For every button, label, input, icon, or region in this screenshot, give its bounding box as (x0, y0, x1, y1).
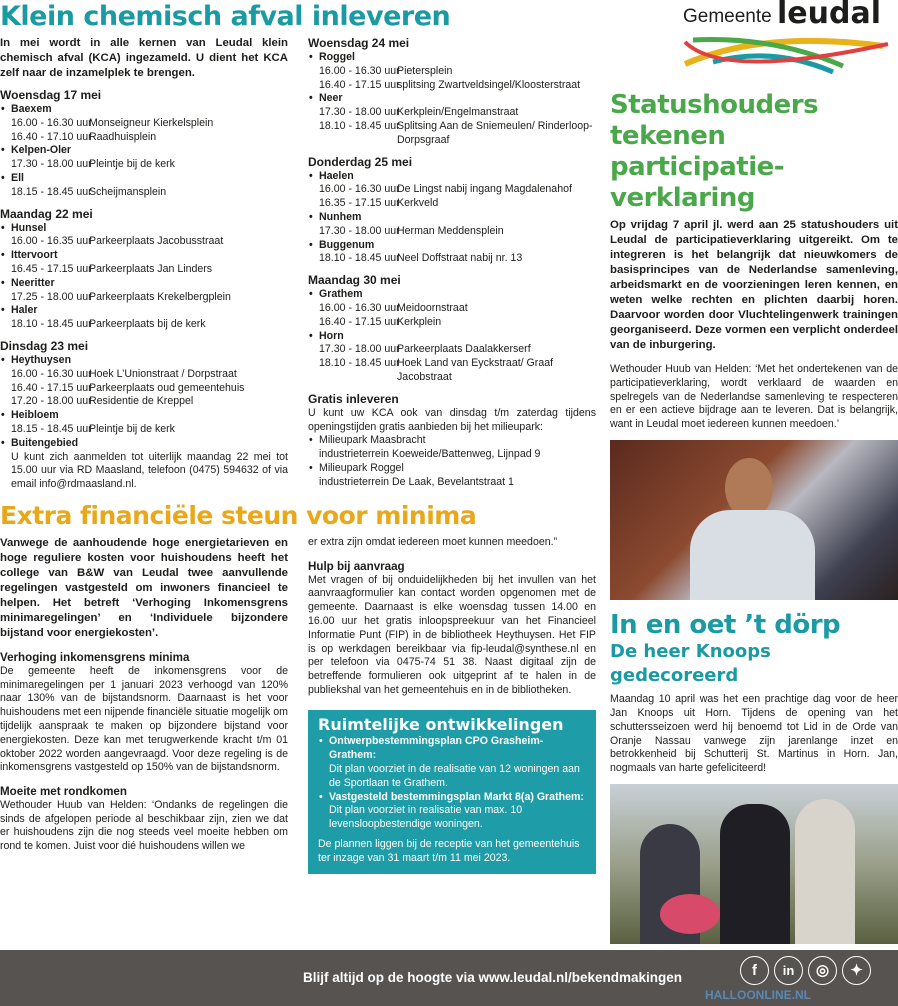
ruimtelijke-item (318, 735, 586, 790)
logo-swoosh-icon (683, 36, 893, 80)
status-intro: Op vrijdag 7 april jl. werd aan 25 statushouders uit Leudal de participatieverklaring uitgereikt. Om te integreren is het belangrijk dat nieuwkomers de basisprincipes van de Nederlandse samenleving, arbeidsmarkt en de voorzieningen leren kennen, en weten welke rechten en plichten daarbij horen. Daarvoor worden door Vluchtelingenwerk trainingen georganiseerd. Deze vormen een verplicht onderdeel van de inburgering. (610, 219, 898, 351)
schedule-place: • Neeritter (0, 277, 288, 291)
schedule-row (308, 302, 596, 316)
gratis-item (308, 434, 596, 462)
kca-column-2 (308, 36, 596, 492)
schedule-row (308, 343, 596, 357)
schedule-place: • Neer (308, 92, 596, 106)
schedule-location: splitsing Zwartveldsingel/Kloosterstraat (397, 78, 581, 91)
schedule-time: 18.10 - 18.45 uur (11, 318, 92, 331)
schedule-location: Splitsing Aan de Sniemeulen/ Rinderloop-Dorpsgraaf (397, 119, 593, 146)
schedule-place: • Heibloem (0, 409, 288, 423)
schedule-row (308, 316, 596, 330)
schedule-location: Parkeerplaats Jacobusstraat (89, 235, 224, 248)
schedule-time: 17.30 - 18.00 uur (319, 106, 400, 119)
schedule-row (308, 252, 596, 266)
ruimtelijke-title: Ruimtelijke ontwikkelingen (318, 714, 564, 734)
watermark: HALLOONLINE.NL (705, 988, 811, 1002)
schedule-place: • Ittervoort (0, 249, 288, 263)
schedule-row (308, 106, 596, 120)
schedule-row (308, 120, 596, 148)
gratis-item-name: Milieupark Maasbracht (319, 434, 426, 447)
photo-knoops (610, 784, 898, 944)
schedule-time: 17.30 - 18.00 uur (11, 158, 92, 171)
schedule-location: Kerkplein (397, 315, 442, 328)
ruimtelijke-item-head: Ontwerpbestemmingsplan CPO Grasheim-Grathem: (329, 735, 544, 762)
schedule-place: • Heythuysen (0, 354, 288, 368)
schedule-location: Pleintje bij de kerk (89, 422, 175, 435)
schedule-time: 18.15 - 18.45 uur (11, 185, 92, 198)
minima-heading-2: Moeite met rondkomen (0, 785, 127, 799)
schedule-location: Neel Doffstraat nabij nr. 13 (397, 252, 523, 265)
schedule-location: Raadhuisplein (89, 130, 157, 143)
schedule-location: Hoek Land van Eyckstraat/ Graaf Jacobstraat (397, 357, 554, 383)
schedule-place: • Buggenum (308, 239, 596, 253)
gratis-item (308, 462, 596, 490)
minima-paragraph-3: Met vragen of bij onduidelijkheden bij het invullen van het aanvraagformulier kan contact worden opgenomen met de gemeente. Daarnaast is elke woensdag tussen 14.00 en 16.00 uur het gratis inloopspreekuur van het Financieel Informatie Punt (FIP) in de bibliotheek Heythuysen. Het FIP is op werkdagen bereikbaar via fip-leudal@synthese.nl en per telefoon via 0475-74 51 38. Naast digitaal zijn de betreffende formulieren ook uitgeprint af te halen in de publiekshal van het gemeentehuis en in de bibliotheken. (308, 573, 596, 696)
schedule-location: Parkeerplaats Daalakkerserf (397, 343, 531, 356)
photo-statushouders (610, 440, 898, 600)
schedule-place: • Roggel (308, 51, 596, 65)
schedule-row (308, 225, 596, 239)
schedule-time: 16.00 - 16.30 uur (319, 301, 400, 314)
schedule-place: • Haler (0, 304, 288, 318)
schedule-time: 16.00 - 16.30 uur (319, 64, 400, 77)
kca-intro: In mei wordt in alle kernen van Leudal klein chemisch afval (KCA) ingezameld. U dient het KCA zelf naar de inzamelplek te brengen. (0, 37, 288, 79)
schedule-row (308, 197, 596, 211)
minima-heading-3: Hulp bij aanvraag (308, 559, 405, 573)
minima-paragraph-2: Wethouder Huub van Helden: ‘Ondanks de regelingen die sinds de afgelopen periode al beschikbaar zijn, zien we dat er huishoudens zijn die nog steeds veel moeite hebben om rond te komen. Juist voor dié huishoudens willen we (0, 798, 288, 853)
schedule-row (0, 158, 288, 172)
schedule-location: Parkeerplaats oud gemeentehuis (89, 381, 245, 394)
schedule-day: Woensdag 17 mei (0, 88, 102, 102)
schedule-time: 16.40 - 17.15 uur (11, 381, 92, 394)
schedule-row (0, 235, 288, 249)
facebook-icon[interactable]: f (740, 956, 769, 985)
kca-schedule-1 (0, 88, 288, 492)
logo-prefix: Gemeente (683, 6, 772, 27)
schedule-time: 17.20 - 18.00 uur (11, 395, 92, 408)
gratis-item-address: industrieterrein Koeweide/Battenweg, Lijnpad 9 (319, 448, 541, 461)
schedule-place: • Ell (0, 172, 288, 186)
schedule-time: 16.35 - 17.15 uur (319, 197, 400, 210)
twitter-icon[interactable]: ✦ (842, 956, 871, 985)
schedule-day: Woensdag 24 mei (308, 36, 410, 50)
schedule-row (308, 65, 596, 79)
schedule-time: 16.40 - 17.15 uur (319, 315, 400, 328)
schedule-location: Meidoornstraat (397, 301, 468, 314)
schedule-row (0, 117, 288, 131)
schedule-location: Residentie de Kreppel (89, 395, 194, 408)
schedule-day: Maandag 30 mei (308, 273, 401, 288)
schedule-location: Parkeerplaats Krekelbergplein (89, 290, 231, 303)
schedule-time: 16.40 - 17.10 uur (11, 130, 92, 143)
schedule-location: Herman Meddensplein (397, 224, 504, 237)
schedule-place: • Haelen (308, 170, 596, 184)
schedule-row (0, 318, 288, 332)
schedule-time: 16.00 - 16.35 uur (11, 235, 92, 248)
schedule-place: • Grathem (308, 288, 596, 302)
schedule-row (0, 131, 288, 145)
schedule-place: • Hunsel (0, 222, 288, 236)
schedule-location: Scheijmansplein (89, 185, 167, 198)
minima-intro: Vanwege de aanhoudende hoge energietarieven en hoge reguliere kosten voor huishoudens heeft het college van B&W van Leudal twee aanvullende regelingen vastgesteld om inwoners financieel te helpen. Het betreft ‘Verhoging Inkomensgrens minimaregelingen’ en ‘Individuele bijzondere bijstand voor energiekosten’. (0, 536, 288, 639)
gemeente-leudal-logo (683, 0, 898, 82)
schedule-location: Parkeerplaats Jan Linders (89, 262, 213, 275)
kca-columns (0, 36, 596, 492)
schedule-row (308, 183, 596, 197)
schedule-time: 17.25 - 18.00 uur (11, 290, 92, 303)
schedule-time: 16.00 - 16.30 uur (11, 116, 92, 129)
ruimtelijke-item-text: Dit plan voorziet in realisatie van max. 10 levensloopbestendige woningen. (329, 804, 523, 831)
schedule-place: • Horn (308, 330, 596, 344)
schedule-time: 16.00 - 16.30 uur (319, 183, 400, 196)
status-quote: Wethouder Huub van Helden: ‘Met het ondertekenen van de participatieverklaring, wordt verklaard de waarden en spelregels van de Nederlandse samenleving te respecteren en er een actieve bijdrage aan te leveren. Dat is belangrijk, want in Leudal moet iedereen kunnen meedoen.’ (610, 363, 898, 431)
schedule-location: Pleintje bij de kerk (89, 158, 175, 171)
schedule-location: Pietersplein (397, 64, 453, 77)
schedule-row (0, 186, 288, 200)
status-title: Statushouders tekenen participatie-verklaring (610, 90, 819, 213)
schedule-location: Parkeerplaats bij de kerk (89, 318, 206, 331)
status-article (610, 90, 898, 432)
schedule-location: De Lingst nabij ingang Magdalenahof (397, 183, 572, 196)
kca-column-1 (0, 36, 288, 492)
schedule-location: Hoek L’Unionstraat / Dorpstraat (89, 367, 237, 380)
schedule-time: 18.15 - 18.45 uur (11, 422, 92, 435)
minima-paragraph-1: De gemeente heeft de inkomensgrens voor de minimaregelingen per 1 januari 2023 verhoogd van 120% naar 130% van de bijstandsnorm. Daarnaast is het voor huishoudens met een nijpende financiële situatie mogelijk om tijdelijk aanspraak te maken op bijzondere bijstand voor energiekosten. Deze kan met terugwerkende kracht t/m 01 oktober 2022 worden aangevraagd. Voor deze regeling is de inkomensgrens vastgesteld op 150% van de bijstandsnorm. (0, 664, 288, 774)
ruimtelijke-footer: De plannen liggen bij de receptie van het gemeentehuis ter inzage van 31 maart t/m 11 mei 2023. (318, 838, 580, 864)
schedule-row (0, 423, 288, 437)
schedule-day: Donderdag 25 mei (308, 154, 413, 169)
schedule-row (0, 263, 288, 277)
gratis-text: U kunt uw KCA ook van dinsdag t/m zaterdag tijdens openingstijden gratis aanbieden bij het milieupark: (308, 406, 596, 433)
schedule-time: 16.00 - 16.30 uur (11, 367, 92, 380)
right-column (610, 0, 898, 944)
minima-column-2 (308, 536, 596, 874)
gratis-item-name: Milieupark Roggel (319, 461, 404, 474)
minima-paragraph-2-cont: er extra zijn omdat iedereen moet kunnen meedoen.” (308, 535, 558, 548)
social-icons (735, 956, 871, 985)
schedule-row (0, 368, 288, 382)
footer-bar (0, 950, 898, 1006)
schedule-day: Dinsdag 23 mei (0, 338, 89, 353)
ruimtelijke-item-text: Dit plan voorziet in de realisatie van 12 woningen aan de Sportlaan te Grathem. (329, 763, 580, 789)
dorp-title: In en oet ’t dörp (610, 610, 841, 641)
schedule-day: Maandag 22 mei (0, 206, 93, 221)
minima-heading-1: Verhoging inkomensgrens minima (0, 650, 190, 664)
dorp-article (610, 610, 898, 776)
schedule-location: Monseigneur Kierkelsplein (89, 116, 214, 129)
schedule-note: U kunt zich aanmelden tot uiterlijk maandag 22 mei tot 15.00 uur via RD Maasland, telefoon (0475) 594632 of via email info@rdmaasland.nl. (11, 450, 288, 491)
schedule-time: 16.45 - 17.15 uur (11, 262, 92, 275)
dorp-text: Maandag 10 april was het een prachtige dag voor de heer Jan Knoops uit Horn. Tijdens de opening van het schuttersseizoen werd hij benoemd tot Lid in de Orde van Oranje Nassau vanwege zijn jarenlange inzet en betrokkenheid bij Schutterij St. Martinus in Horn. Jan, nogmaals van harte gefeliciteerd! (610, 693, 898, 775)
schedule-time: 17.30 - 18.00 uur (319, 224, 400, 237)
instagram-icon[interactable]: ◎ (808, 956, 837, 985)
schedule-row (0, 395, 288, 409)
gratis-item-address: industrieterrein De Laak, Bevelantstraat 1 (319, 475, 514, 488)
minima-title: Extra financiële steun voor minima (0, 500, 477, 530)
schedule-time: 18.10 - 18.45 uur (319, 252, 400, 265)
linkedin-icon[interactable]: in (774, 956, 803, 985)
schedule-location: Kerkplein/Engelmanstraat (397, 106, 519, 119)
kca-title: Klein chemisch afval inleveren (0, 1, 451, 32)
ruimtelijke-item-head: Vastgesteld bestemmingsplan Markt 8(a) Grathem: (329, 790, 584, 803)
schedule-place: • Baexem (0, 103, 288, 117)
minima-column-1 (0, 536, 288, 874)
minima-columns (0, 536, 596, 874)
ruimtelijke-item (318, 791, 586, 832)
logo-name: leudal (777, 0, 881, 31)
schedule-time: 18.10 - 18.45 uur (319, 119, 400, 132)
schedule-time: 16.40 - 17.15 uur (319, 78, 400, 91)
schedule-place: • Nunhem (308, 211, 596, 225)
schedule-place: • Buitengebied (0, 437, 288, 451)
schedule-place: • Kelpen-Oler (0, 144, 288, 158)
schedule-row (0, 291, 288, 305)
ruimtelijke-box (308, 710, 596, 874)
kca-schedule-2 (308, 36, 596, 385)
footer-text: Blijf altijd op de hoogte via www.leudal.nl/bekendmakingen (303, 970, 683, 985)
schedule-row (308, 357, 596, 385)
dorp-subtitle: De heer Knoops gedecoreerd (610, 641, 771, 687)
gratis-heading: Gratis inleveren (308, 391, 399, 406)
schedule-time: 17.30 - 18.00 uur (319, 343, 400, 356)
schedule-time: 18.10 - 18.45 uur (319, 357, 400, 370)
schedule-location: Kerkveld (397, 197, 439, 210)
schedule-row (308, 79, 596, 93)
schedule-row (0, 382, 288, 396)
